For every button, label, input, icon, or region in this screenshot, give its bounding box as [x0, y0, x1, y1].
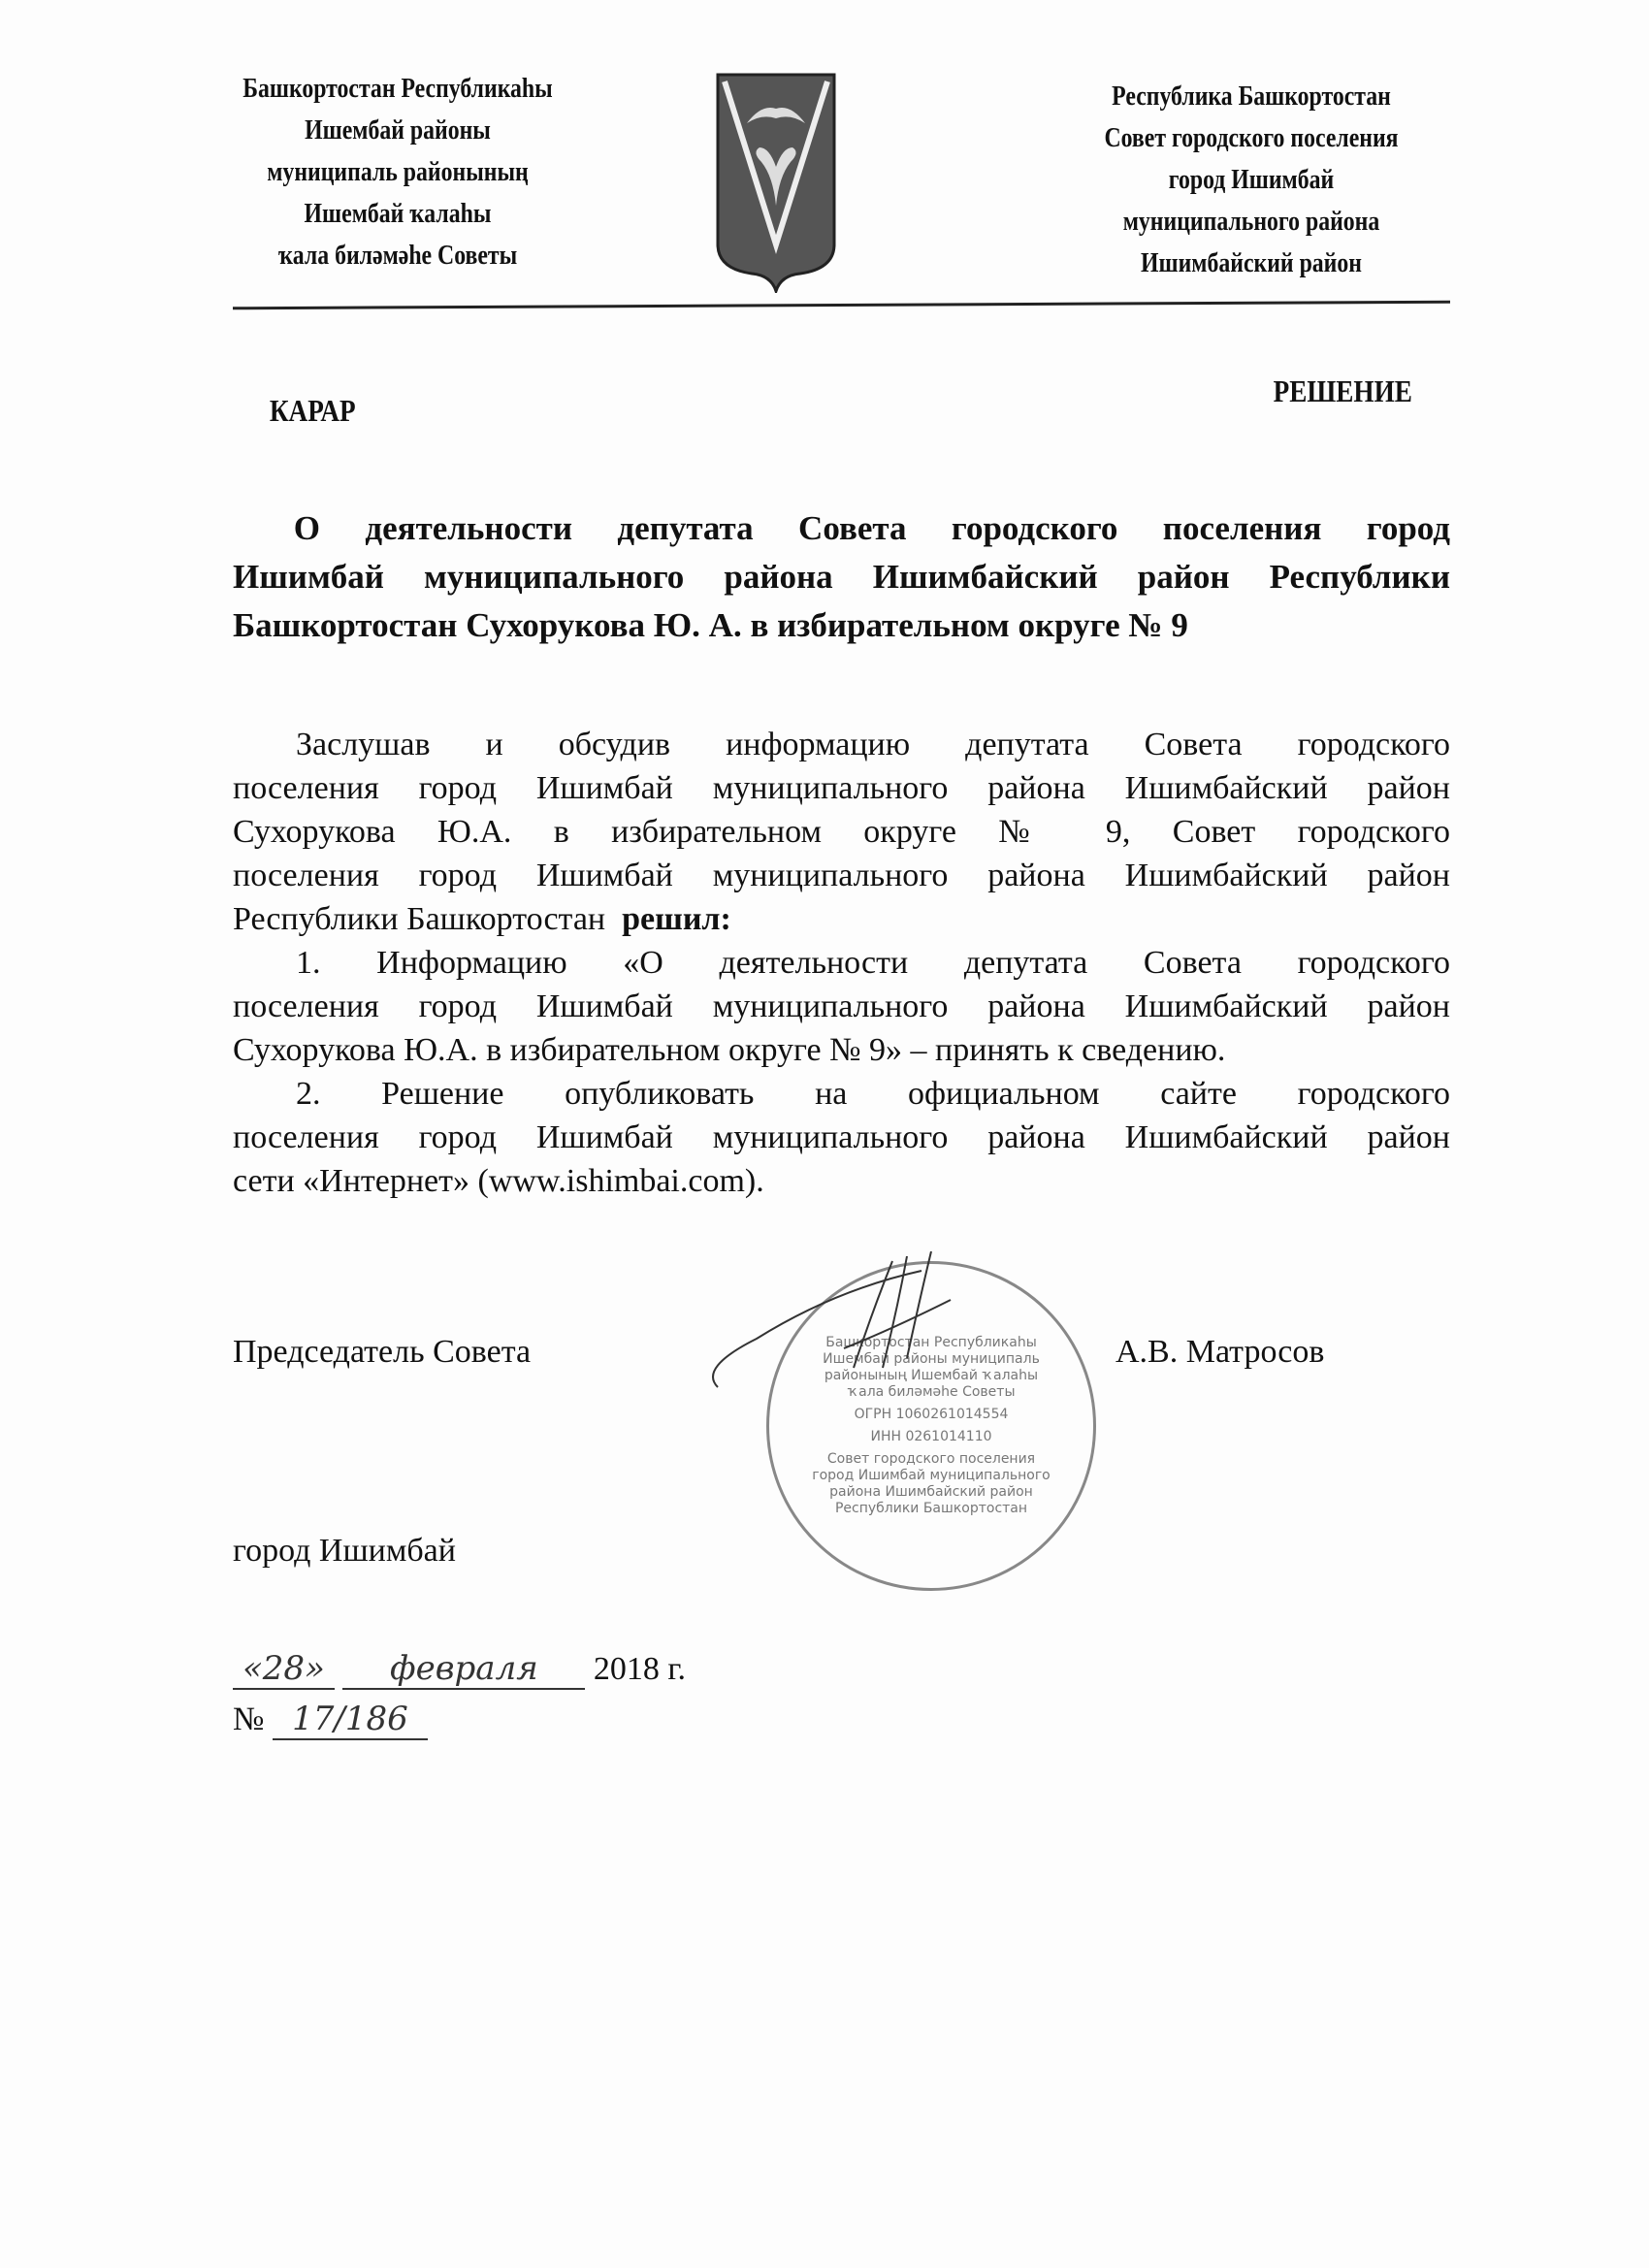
header-right-line: Совет городского поселения [1104, 122, 1399, 153]
body-text: Республики Башкортостан [233, 901, 606, 937]
stamp-inner-text: Совет городского поселения город Ишимбай муниципального района Ишимбайский район Республики Башкортостан [812, 1451, 1051, 1516]
reshenie-label: РЕШЕНИЕ [1273, 373, 1412, 408]
header-divider [233, 301, 1450, 310]
stamp-inn: ИНН 0261014110 [870, 1429, 992, 1444]
stamp-outer-text: Башкортостан Республикаһы Ишембай районы муниципаль районының Ишембай ҡалаһы ҡала биләмәһе Советы [823, 1335, 1040, 1400]
coat-of-arms-emblem [713, 70, 839, 293]
header-left-line: Ишембай ҡалаһы [304, 198, 492, 229]
document-body [233, 723, 1450, 1203]
body-line: Заслушав и обсудив информацию депутата Совета городского [296, 727, 1450, 762]
header-bashkir-block [191, 68, 604, 276]
body-line: поселения город Ишимбай муниципального района Ишимбайский район [233, 858, 1450, 893]
header-russian-block [1037, 76, 1467, 284]
header-left-line: Башкортостан Республикаһы [242, 73, 553, 104]
body-line: Сухорукова Ю.А. в избирательном округе № 9, Совет городского [233, 814, 1450, 850]
body-line: Сухорукова Ю.А. в избирательном округе № 9» – принять к сведению. [233, 1032, 1226, 1068]
number-label: № [233, 1701, 265, 1737]
number-value: 17/186 [273, 1700, 428, 1740]
body-line [233, 897, 1450, 941]
title-line: Ишимбай муниципального района Ишимбайский район Республики [233, 558, 1450, 596]
document-title [233, 504, 1450, 650]
title-line: Башкортостан Сухорукова Ю. А. в избирательном округе № 9 [233, 606, 1188, 644]
body-line: поселения город Ишимбай муниципального района Ишимбайский район [233, 1119, 1450, 1155]
body-line: поселения город Ишимбай муниципального района Ишимбайский район [233, 770, 1450, 806]
header-left-line: муниципаль районының [267, 156, 529, 187]
chair-name: А.В. Матросов [1116, 1334, 1325, 1370]
body-line: 2. Решение опубликовать на официальном сайте городского [296, 1076, 1450, 1112]
title-line: О деятельности депутата Совета городского поселения город [293, 509, 1450, 547]
stamp-ogrn: ОГРН 1060261014554 [854, 1407, 1009, 1422]
chair-label: Председатель Совета [233, 1334, 532, 1370]
date-day: «28» [233, 1649, 335, 1690]
body-line: 1. Информацию «О деятельности депутата Совета городского [296, 945, 1450, 981]
header-right-line: город Ишимбай [1168, 164, 1335, 195]
header-left-line: ҡала биләмәһе Советы [277, 240, 518, 271]
city-label: город Ишимбай [233, 1533, 456, 1569]
header-right-line: Республика Башкортостан [1112, 81, 1391, 112]
header-right-line: Ишимбайский район [1141, 247, 1362, 278]
header-left-line: Ишембай районы [305, 114, 491, 146]
date-month: февраля [342, 1649, 585, 1690]
document-date [233, 1649, 686, 1690]
decided-label: решил: [622, 901, 731, 937]
handwritten-signature [698, 1251, 1018, 1397]
header-right-line: муниципального района [1122, 206, 1380, 237]
karar-label: КАРАР [269, 393, 356, 428]
body-line: сети «Интернет» (www.ishimbai.com). [233, 1163, 764, 1199]
date-year: 2018 г. [593, 1651, 686, 1687]
body-line: поселения город Ишимбай муниципального района Ишимбайский район [233, 988, 1450, 1024]
document-number [233, 1700, 428, 1740]
